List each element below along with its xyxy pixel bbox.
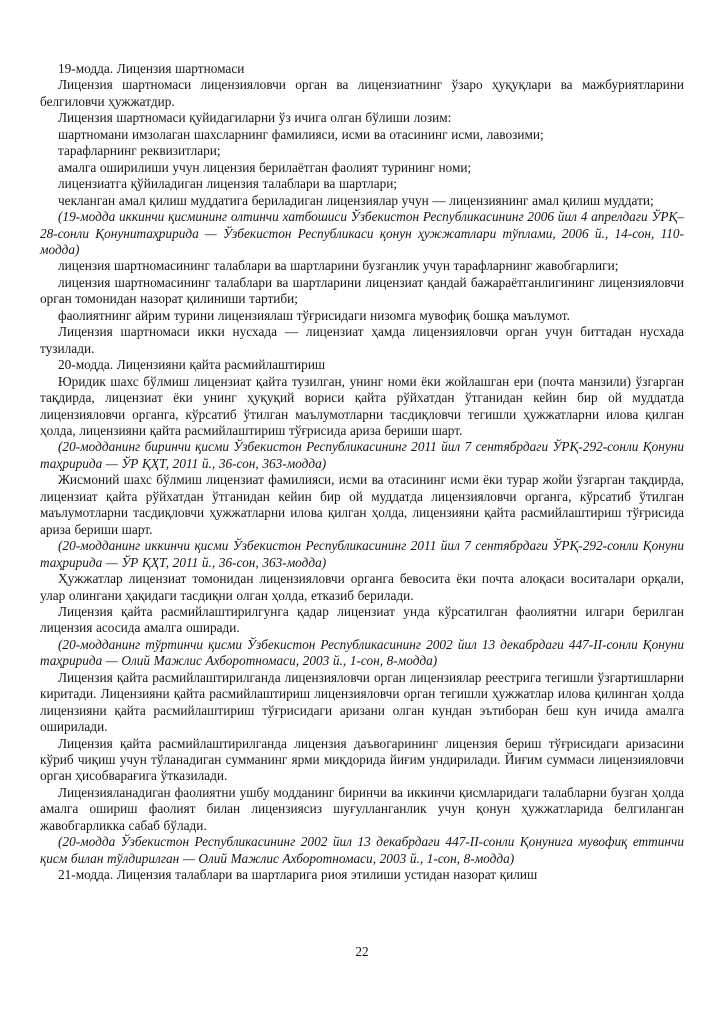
paragraph: Ҳужжатлар лицензиат томонидан лицензияловчи органга бевосита ёки почта алоқаси воситалари орқали, улар олингани ҳақидаги тасдиқни олган ҳолда, етказиб берилади. — [40, 571, 684, 603]
paragraph: амалга оширилиши учун лицензия берилаётган фаолият турининг номи; — [58, 159, 472, 175]
paragraph: Лицензия шартномаси қуйидагиларни ўз ичига олган бўлиши лозим: — [58, 110, 452, 126]
paragraph: Лицензияланадиган фаолиятни ушбу модданинг биринчи ва иккинчи қисмларидаги талабларни бузган ҳолда амалга ошириш фаолият билан лицензиясиз шуғулланганлик учун қонун ҳужжатларида белгиланган жавобгарликка сабаб бўлади. — [40, 784, 684, 833]
amendment-note: (20-модда Ўзбекистон Республикасининг 2002 йил 13 декабрдаги 447-II-сонли Қонунига мувофиқ еттинчи қисм билан тўлдирилган — Олий Мажлис Ахборотномаси, 2003 й., 1-сон, 8-модда) — [40, 834, 684, 866]
amendment-note: (19-модда иккинчи қисмининг олтинчи хатбошиси Ўзбекистон Республикасининг 2006 йил 4 апрелдаги ЎРҚ–28-сонли Қонунитаҳририда — Ўзбекистон Республикаси қонун ҳужжатлари тўплами, 2006 й., 14-сон, 110-модда) — [40, 209, 684, 257]
paragraph: лицензия шартномасининг талаблари ва шартларини бузганлик учун тарафларнинг жавобгарлиги; — [58, 258, 619, 274]
document-body — [40, 61, 684, 884]
paragraph: Лицензия қайта расмийлаштирилганда лицензия даъвогарининг лицензия бериш тўғрисидаги аризасини кўриб чиқиш учун тўланадиган сумманинг ярми миқдорида йиғим ундирилади. Йиғим суммаси лицензияловчи орган ҳисобварағига ўтказилади. — [40, 735, 684, 784]
paragraph: Юридик шахс бўлмиш лицензиат қайта тузилган, унинг номи ёки жойлашган ери (почта манзили) ўзгарган тақдирда, лицензиат ёки унинг ҳуқуқий вориси қайта рўйхатдан ўтганидан кейин бир ой муддатда лицензияловчи органга, кўрсатиб ўтилган маълумотларни тасдиқловчи тегишли ҳужжатларни илова қилган ҳолда, лицензияни қайта расмийлаштириш тўғрисида ариза бериши шарт. — [40, 373, 684, 438]
amendment-note: (20-модданинг иккинчи қисми Ўзбекистон Республикасининг 2011 йил 7 сентябрдаги ЎРҚ-292-сонли Қонуни таҳририда — ЎР ҚҲТ, 2011 й., 36-сон, 363-модда) — [40, 538, 684, 570]
paragraph: Лицензия шартномаси икки нусхада — лицензиат ҳамда лицензияловчи орган учун биттадан нусхада тузилади. — [40, 324, 684, 356]
paragraph: фаолиятнинг айрим турини лицензиялаш тўғрисидаги низомга мувофиқ бошқа маълумот. — [58, 307, 570, 323]
paragraph: лицензиатга қўйиладиган лицензия талаблари ва шартлари; — [58, 176, 398, 192]
paragraph: Жисмоний шахс бўлмиш лицензиат фамилияси, исми ва отасининг исми ёки турар жойи ўзгарган тақдирда, лицензиат қайта рўйхатдан ўтганидан кейин бир ой муддатда лицензияловчи органга, кўрсатиб ўтилган маълумотларни тасдиқловчи ҳужжатларни илова қилган ҳолда, лицензияни қайта расмийлаштириш тўғрисида ариза бериши шарт. — [40, 472, 684, 537]
paragraph: Лицензия қайта расмийлаштирилганда лицензияловчи орган лицензиялар реестрига тегишли ўзгартишларни киритади. Лицензияни қайта расмийлаштириш лицензияловчи орган тегишли ҳужжатлар илова қилинган ҳолда лицензияни қайта расмийлаштириш тўғрисидаги аризани олган кундан эътиборан беш кун ичида амалга оширилади. — [40, 669, 684, 735]
amendment-note: (20-модданинг тўртинчи қисми Ўзбекистон Республикасининг 2002 йил 13 декабрдаги 447-II-сонли Қонуни таҳририда — Олий Мажлис Ахборотномаси, 2003 й., 1-сон, 8-модда) — [40, 636, 684, 669]
paragraph: Лицензия қайта расмийлаштирилгунга қадар лицензиат унда кўрсатилган фаолиятни илгари берилган лицензия асосида амалга оширади. — [40, 603, 684, 636]
article-heading: 19-модда. Лицензия шартномаси — [58, 61, 245, 76]
page-number: 22 — [355, 944, 369, 959]
paragraph: шартномани имзолаган шахсларнинг фамилияси, исми ва отасининг исми, лавозими; — [58, 126, 544, 142]
article-heading: 20-модда. Лицензияни қайта расмийлаштириш — [58, 357, 326, 373]
paragraph: тарафларнинг реквизитлари; — [58, 143, 221, 159]
paragraph: Лицензия шартномаси лицензияловчи орган ва лицензиатнинг ўзаро ҳуқуқлари ва мажбуриятларини белгиловчи ҳужжатдир. — [40, 77, 684, 109]
paragraph: чекланган амал қилиш муддатига бериладиган лицензиялар учун — лицензиянинг амал қилиш муддати; — [58, 192, 654, 208]
article-heading: 21-модда. Лицензия талаблари ва шартларига риоя этилиши устидан назорат қилиш — [58, 867, 538, 883]
amendment-note: (20-модданинг биринчи қисми Ўзбекистон Республикасининг 2011 йил 7 сентябрдаги ЎРҚ-292-сонли Қонуни таҳририда — ЎР ҚҲТ, 2011 й., 36-сон, 363-модда) — [40, 439, 684, 471]
paragraph: лицензия шартномасининг талаблари ва шартларини лицензиат қандай бажараётганлигининг лицензияловчи орган томонидан назорат қилиниши тартиби; — [40, 274, 684, 307]
